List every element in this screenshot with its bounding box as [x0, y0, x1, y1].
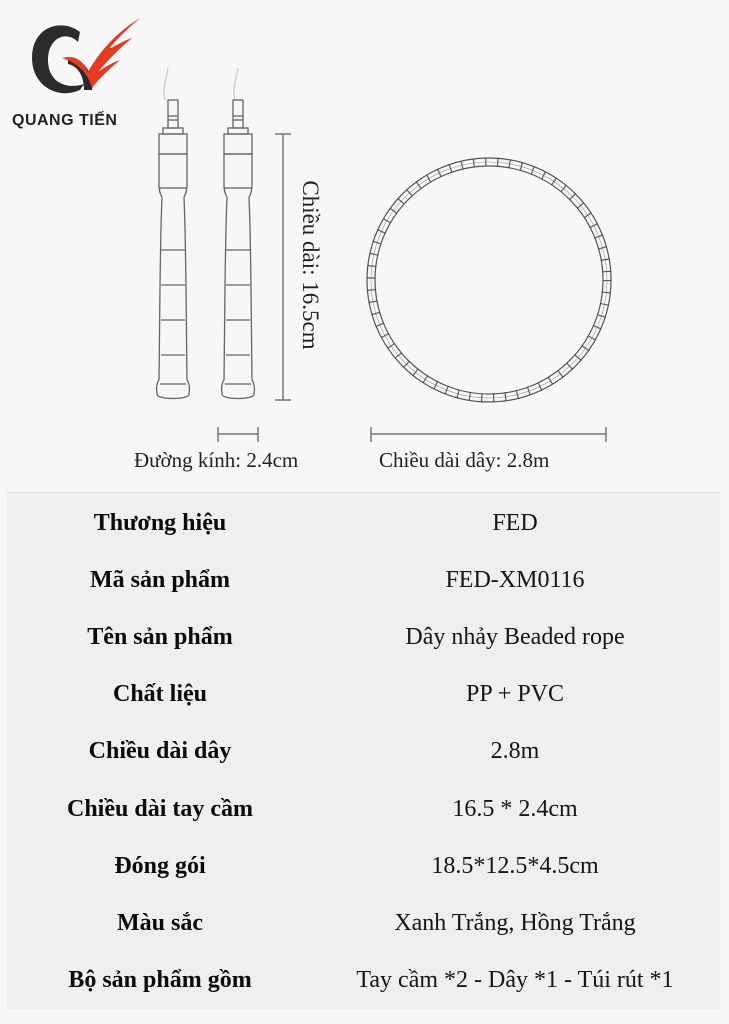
- spec-label: Mã sản phẩm: [89, 567, 231, 593]
- spec-label: Chiều dài tay cầm: [67, 796, 253, 822]
- rope-length-dimension-icon: [371, 427, 606, 442]
- spec-row-packaging: [7, 838, 720, 895]
- brand-name: QUANG TIẾN: [12, 112, 118, 129]
- spec-row-package-contents: [7, 952, 720, 1009]
- spec-row-product-code: [7, 552, 720, 609]
- product-dimension-illustration: [0, 0, 729, 490]
- spec-row-product-name: [7, 609, 720, 666]
- spec-value: Tay cầm *2 - Dây *1 - Túi rút *1: [356, 967, 674, 993]
- spec-row-rope-length: [7, 723, 720, 780]
- spec-value: Dây nhảy Beaded rope: [405, 624, 625, 650]
- handle-length-dimension-icon: [275, 134, 291, 400]
- spec-value: FED: [492, 510, 538, 536]
- spec-value: 16.5 * 2.4cm: [452, 796, 578, 822]
- spec-row-material: [7, 666, 720, 723]
- beaded-rope-ring-icon: [367, 158, 611, 402]
- spec-value: Xanh Trắng, Hồng Trắng: [394, 910, 636, 936]
- spec-table: [7, 492, 720, 1009]
- spec-label: Chiều dài dây: [88, 738, 232, 764]
- spec-value: 18.5*12.5*4.5cm: [431, 853, 599, 879]
- spec-label: Chất liệu: [112, 681, 207, 707]
- handle-left-icon: [157, 68, 190, 399]
- spec-label: Tên sản phẩm: [87, 624, 233, 650]
- diameter-dimension-icon: [218, 427, 258, 442]
- spec-row-color: [7, 895, 720, 952]
- spec-label: Đóng gói: [114, 853, 206, 879]
- spec-value: 2.8m: [490, 738, 540, 764]
- spec-row-brand: [7, 495, 720, 552]
- diameter-label: Đường kính: 2.4cm: [134, 448, 299, 472]
- spec-label: Bộ sản phẩm gồm: [68, 967, 252, 993]
- spec-label: Màu sắc: [117, 910, 203, 936]
- spec-label: Thương hiệu: [93, 510, 227, 536]
- handle-right-icon: [222, 68, 255, 399]
- spec-value: PP + PVC: [465, 681, 565, 707]
- spec-row-handle-length: [7, 781, 720, 838]
- handle-length-label: Chiều dài: 16.5cm: [298, 180, 323, 350]
- rope-length-label: Chiều dài dây: 2.8m: [379, 448, 550, 472]
- spec-value: FED-XM0116: [445, 567, 585, 593]
